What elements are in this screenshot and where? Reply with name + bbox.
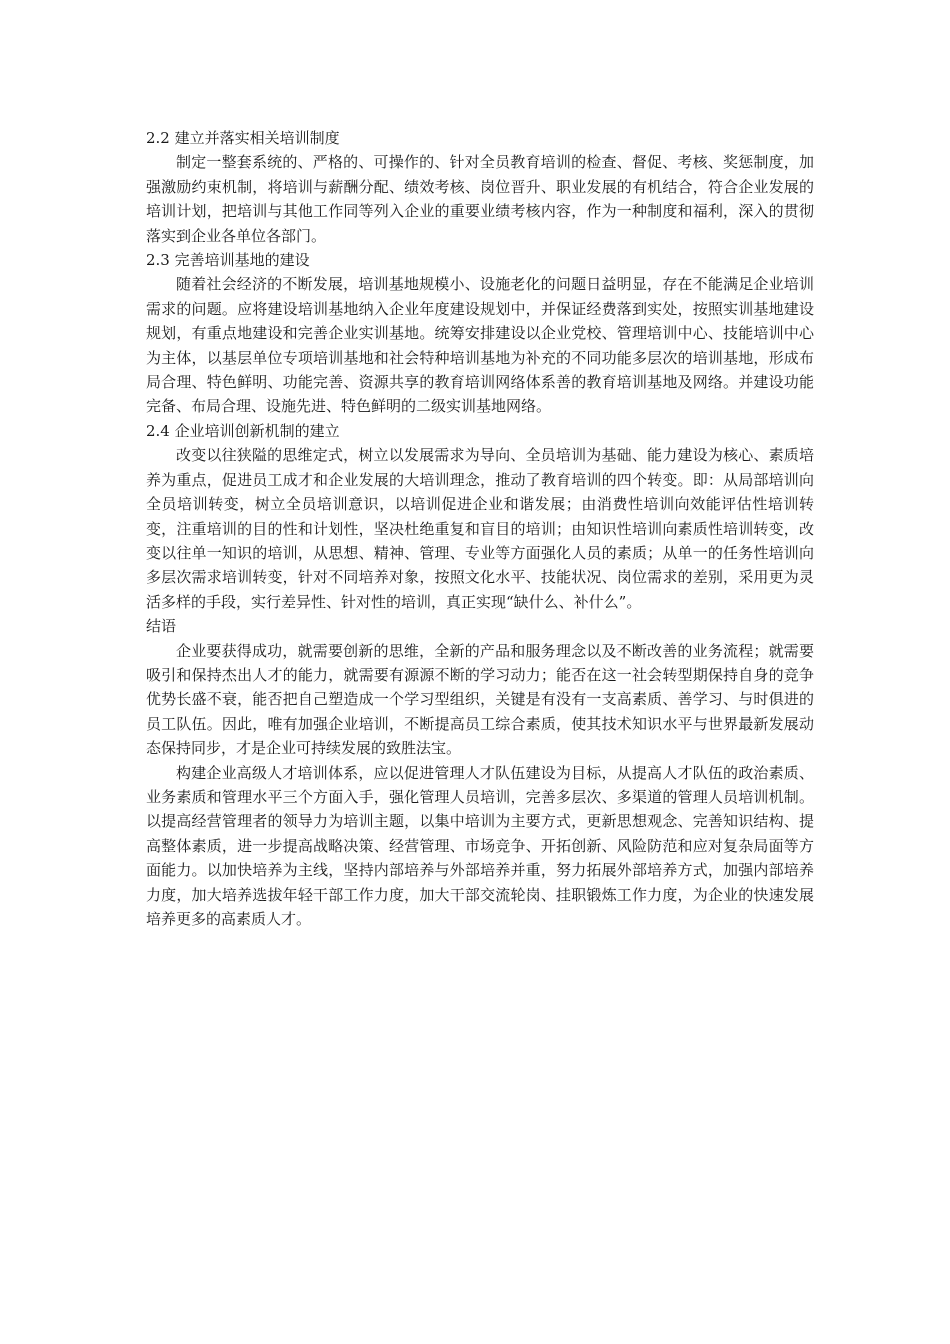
paragraph: 构建企业高级人才培训体系，应以促进管理人才队伍建设为目标，从提高人才队伍的政治素质、业务素质和管理水平三个方面入手，强化管理人员培训，完善多层次、多渠道的管理人员培训机制。以提高经营管理者的领导力为培训主题，以集中培训为主要方式，更新思想观念、完善知识结构、提高整体素质，进一步提高战略决策、经营管理、市场竞争、开拓创新、风险防范和应对复杂局面等方面能力。以加快培养为主线，坚持内部培养与外部培养并重，努力拓展外部培养方式，加强内部培养力度，加大培养选拔年轻干部工作力度，加大干部交流轮岗、挂职锻炼工作力度，为企业的快速发展培养更多的高素质人才。 [146,763,814,928]
paragraph: 随着社会经济的不断发展，培训基地规模小、设施老化的问题日益明显，存在不能满足企业培训需求的问题。应将建设培训基地纳入企业年度建设规划中，并保证经费落到实处，按照实训基地建设规划，有重点地建设和完善企业实训基地。统筹安排建设以企业党校、管理培训中心、技能培训中心为主体，以基层单位专项培训基地和社会特种培训基地为补充的不同功能多层次的培训基地，形成布局合理、特色鲜明、功能完善、资源共享的教育培训网络体系善的教育培训基地及网络。并建设功能完备、布局合理、设施先进、特色鲜明的二级实训基地网络。 [146,275,814,416]
paragraph: 改变以往狭隘的思维定式，树立以发展需求为导向、全员培训为基础、能力建设为核心、素质培养为重点，促进员工成才和企业发展的大培训理念，推动了教育培训的四个转变。即：从局部培训向全员培训转变，树立全员培训意识，以培训促进企业和谐发展；由消费性培训向效能评估性培训转变，注重培训的目的性和计划性，坚决杜绝重复和盲目的培训；由知识性培训向素质性培训转变，改变以往单一知识的培训，从思想、精神、管理、专业等方面强化人员的素质；从单一的任务性培训向多层次需求培训转变，针对不同培养对象，按照文化水平、技能状况、岗位需求的差别，采用更为灵活多样的手段，实行差异性、针对性的培训，真正实现“缺什么、补什么”。 [146,446,814,611]
section-heading: 2.4 企业培训创新机制的建立 [146,421,340,440]
section-2-2 [146,126,814,248]
section-2-3 [146,248,814,419]
section-heading: 2.2 建立并落实相关培训制度 [146,129,340,147]
paragraph: 企业要获得成功，就需要创新的思维，全新的产品和服务理念以及不断改善的业务流程；就需要吸引和保持杰出人才的能力，就需要有源源不断的学习动力；能否在这一社会转型期保持自身的竞争优势长盛不衰，能否把自己塑造成一个学习型组织，关键是有没有一支高素质、善学习、与时俱进的员工队伍。因此，唯有加强企业培训，不断提高员工综合素质，使其技术知识水平与世界最新发展动态保持同步，才是企业可持续发展的致胜法宝。 [146,641,814,758]
section-heading: 结语 [146,617,177,636]
section-conclusion [146,614,814,931]
paragraph: 制定一整套系统的、严格的、可操作的、针对全员教育培训的检查、督促、考核、奖惩制度，加强激励约束机制，将培训与薪酬分配、绩效考核、岗位晋升、职业发展的有机结合，符合企业发展的培训计划，把培训与其他工作同等列入企业的重要业绩考核内容，作为一种制度和福利，深入的贯彻落实到企业各单位各部门。 [146,153,814,245]
section-heading: 2.3 完善培训基地的建设 [146,251,310,270]
document-page [146,126,814,931]
section-2-4 [146,419,814,614]
